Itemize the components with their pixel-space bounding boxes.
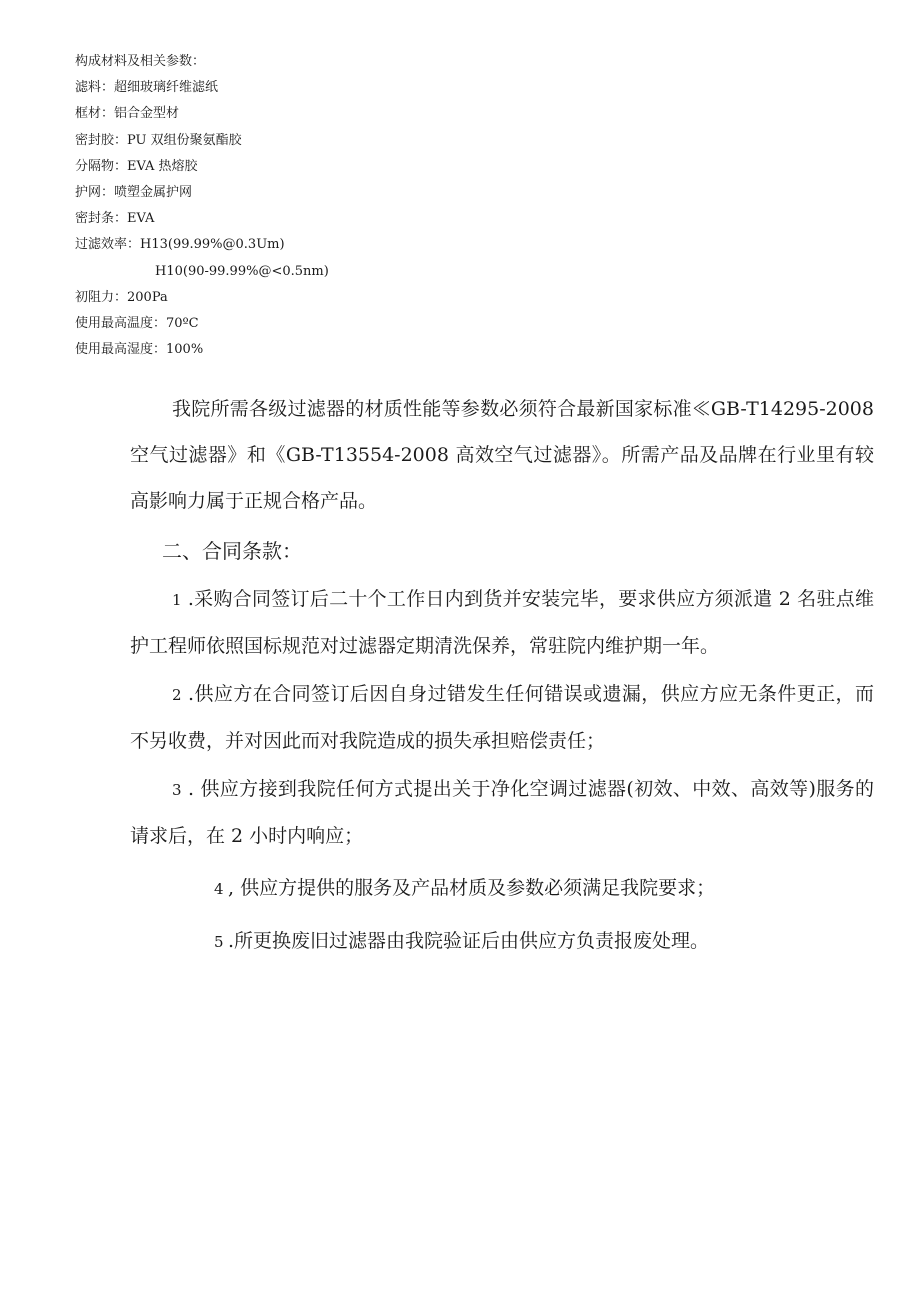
clause-number: 2 [172,686,182,704]
clause-number: 3 [172,781,182,799]
spec-separator: 分隔物：EVA 热熔胶 [75,158,198,174]
spec-frame: 框材：铝合金型材 [75,106,180,122]
clause-number: 5 [214,933,224,951]
spec-list [75,49,329,363]
standards-paragraph: 我院所需各级过滤器的材质性能等参数必须符合最新国家标准≪GB-T14295-2008 空气过滤器》和《GB-T13554-2008 高效空气过滤器》。所需产品及品牌在行业里有较高影响力属于正规合格产品。 [130,398,874,512]
spec-heading: 构成材料及相关参数： [75,54,206,69]
clause-text: , 供应方提供的服务及产品材质及参数必须满足我院要求； [228,877,716,899]
spec-sealant: 密封胶：PU 双组份聚氨酯胶 [75,132,242,148]
clause-4 [130,865,874,912]
clause-5 [130,918,874,965]
clause-number: 1 [172,591,182,609]
spec-filter-media: 滤料：超细玻璃纤维滤纸 [75,80,219,96]
spec-efficiency-h10: H10(90-99.99%@<0.5nm) [155,263,329,279]
clause-text: .采购合同签订后二十个工作日内到货并安装完毕，要求供应方须派遣 2 名驻点维护工程师依照国标规范对过滤器定期清洗保养，常驻院内维护期一年。 [130,588,874,657]
spec-initial-resistance: 初阻力：200Pa [75,289,168,305]
spec-gasket: 密封条：EVA [75,211,155,227]
spec-guard-mesh: 护网：喷塑金属护网 [75,184,193,200]
spec-efficiency: 过滤效率：H13(99.99%@0.3Um) [75,237,285,253]
clause-text: .所更换废旧过滤器由我院验证后由供应方负责报废处理。 [228,930,710,952]
spec-max-humidity: 使用最高湿度：100% [75,342,204,358]
clause-1 [130,576,874,669]
contract-body [130,386,874,965]
clause-3 [130,766,874,859]
section-title: 二、合同条款： [162,539,302,563]
clause-2 [130,671,874,764]
spec-max-temperature: 使用最高温度：70ºC [75,315,199,331]
clause-number: 4 [214,880,224,898]
clause-text: .供应方在合同签订后因自身过错发生任何错误或遗漏，供应方应无条件更正，而不另收费，并对因此而对我院造成的损失承担赔偿责任； [130,683,874,752]
clause-text: . 供应方接到我院任何方式提出关于净化空调过滤器(初效、中效、高效等)服务的请求后，在 2 小时内响应； [130,778,874,847]
